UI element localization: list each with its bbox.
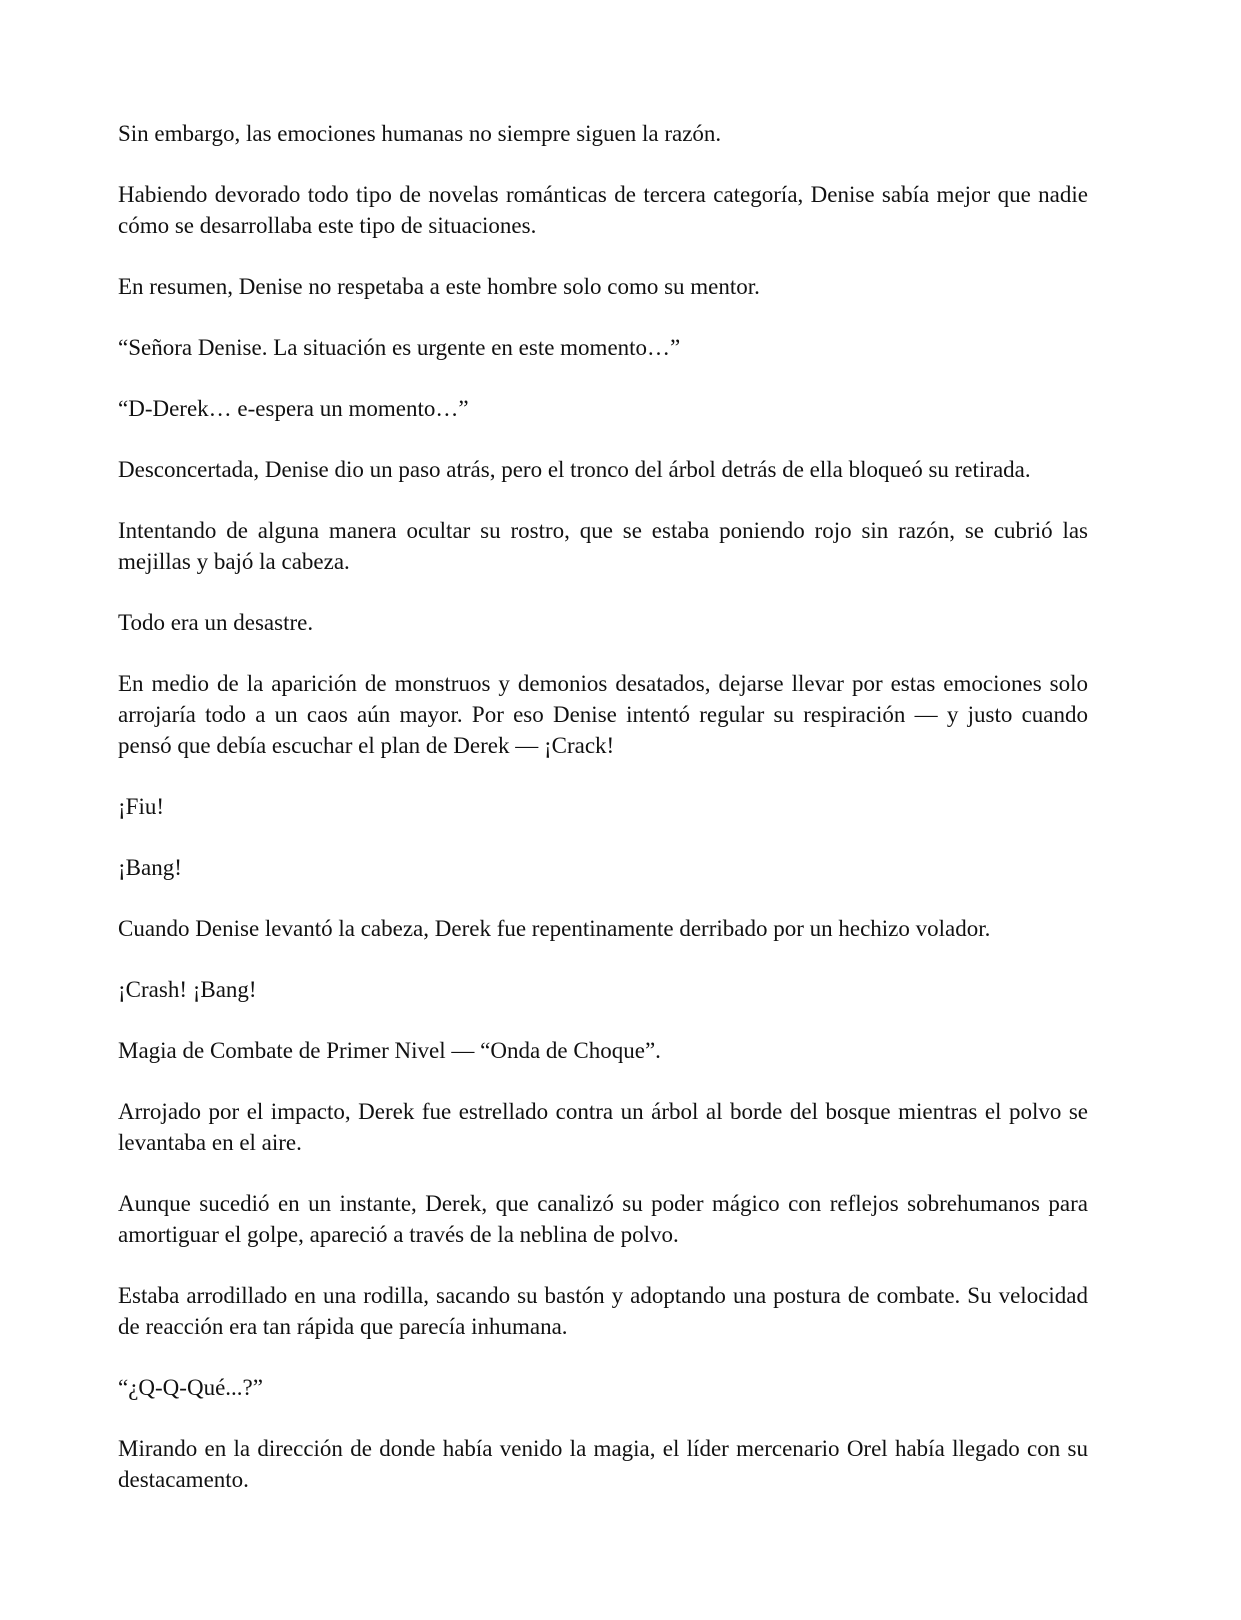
paragraph: En medio de la aparición de monstruos y demonios desatados, dejarse llevar por estas emociones solo arrojaría todo a un caos aún mayor. Por eso Denise intentó regular su respiración — y justo cuando pensó que debía escuchar el plan de Derek — ¡Crack! <box>118 671 1088 758</box>
paragraph: Sin embargo, las emociones humanas no siempre siguen la razón. <box>118 121 722 146</box>
sound-effect: ¡Fiu! <box>118 794 164 819</box>
paragraph: Cuando Denise levantó la cabeza, Derek fue repentinamente derribado por un hechizo volador. <box>118 916 991 941</box>
dialogue-line: “Señora Denise. La situación es urgente en este momento…” <box>118 335 681 360</box>
sound-effect: ¡Bang! <box>118 855 182 880</box>
paragraph: Todo era un desastre. <box>118 610 314 635</box>
paragraph: Mirando en la dirección de donde había venido la magia, el líder mercenario Orel había llegado con su destacamento. <box>118 1436 1088 1492</box>
paragraph: Intentando de alguna manera ocultar su rostro, que se estaba poniendo rojo sin razón, se cubrió las mejillas y bajó la cabeza. <box>118 518 1088 574</box>
document-body <box>118 118 1088 1525</box>
paragraph: Desconcertada, Denise dio un paso atrás, pero el tronco del árbol detrás de ella bloqueó su retirada. <box>118 457 1031 482</box>
sound-effect: ¡Crash! ¡Bang! <box>118 977 257 1002</box>
dialogue-line: “D-Derek… e-espera un momento…” <box>118 396 469 421</box>
paragraph: Arrojado por el impacto, Derek fue estrellado contra un árbol al borde del bosque mientras el polvo se levantaba en el aire. <box>118 1099 1088 1155</box>
paragraph: Magia de Combate de Primer Nivel — “Onda de Choque”. <box>118 1038 661 1063</box>
paragraph: Estaba arrodillado en una rodilla, sacando su bastón y adoptando una postura de combate. Su velocidad de reacción era tan rápida que parecía inhumana. <box>118 1283 1088 1339</box>
dialogue-line: “¿Q-Q-Qué...?” <box>118 1375 263 1400</box>
paragraph: Aunque sucedió en un instante, Derek, que canalizó su poder mágico con reflejos sobrehumanos para amortiguar el golpe, apareció a través de la neblina de polvo. <box>118 1191 1088 1247</box>
paragraph: Habiendo devorado todo tipo de novelas románticas de tercera categoría, Denise sabía mejor que nadie cómo se desarrollaba este tipo de situaciones. <box>118 182 1088 238</box>
paragraph: En resumen, Denise no respetaba a este hombre solo como su mentor. <box>118 274 760 299</box>
